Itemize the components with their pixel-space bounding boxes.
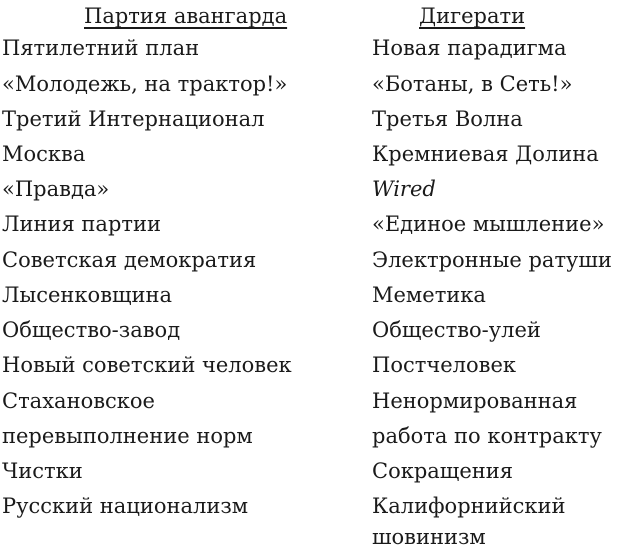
left-row: Линия партии (2, 212, 162, 236)
left-row: Советская демократия (2, 248, 257, 272)
right-row: Общество-улей (372, 318, 541, 342)
right-row: Wired (372, 177, 436, 201)
left-row: Третий Интернационал (2, 107, 265, 131)
left-row: Чистки (2, 459, 83, 483)
right-row: Меметика (372, 283, 486, 307)
left-row: «Молодежь, на трактор!» (2, 72, 288, 96)
right-row: Новая парадигма (372, 36, 567, 60)
right-row: шовинизм (372, 525, 486, 549)
right-row: Третья Волна (372, 107, 523, 131)
right-row: Постчеловек (372, 353, 517, 377)
right-column-header: Дигерати (419, 4, 526, 28)
right-row: Кремниевая Долина (372, 142, 599, 166)
left-row: Новый советский человек (2, 353, 292, 377)
right-row: Сокращения (372, 459, 513, 483)
left-column-header: Партия авангарда (84, 4, 288, 28)
right-row: Электронные ратуши (372, 248, 612, 272)
left-row: Москва (2, 142, 86, 166)
right-row: Ненормированная (372, 389, 578, 413)
left-row: Стахановское (2, 389, 155, 413)
right-row: «Единое мышление» (372, 212, 605, 236)
left-row: перевыполнение норм (2, 424, 253, 448)
left-row: Пятилетний план (2, 36, 200, 60)
left-row: Лысенковщина (2, 283, 173, 307)
right-row: «Ботаны, в Сеть!» (372, 72, 573, 96)
left-row: Русский национализм (2, 494, 249, 518)
right-row: работа по контракту (372, 424, 602, 448)
right-row: Калифорнийский (372, 494, 566, 518)
left-row: Общество-завод (2, 318, 181, 342)
left-row: «Правда» (2, 177, 110, 201)
